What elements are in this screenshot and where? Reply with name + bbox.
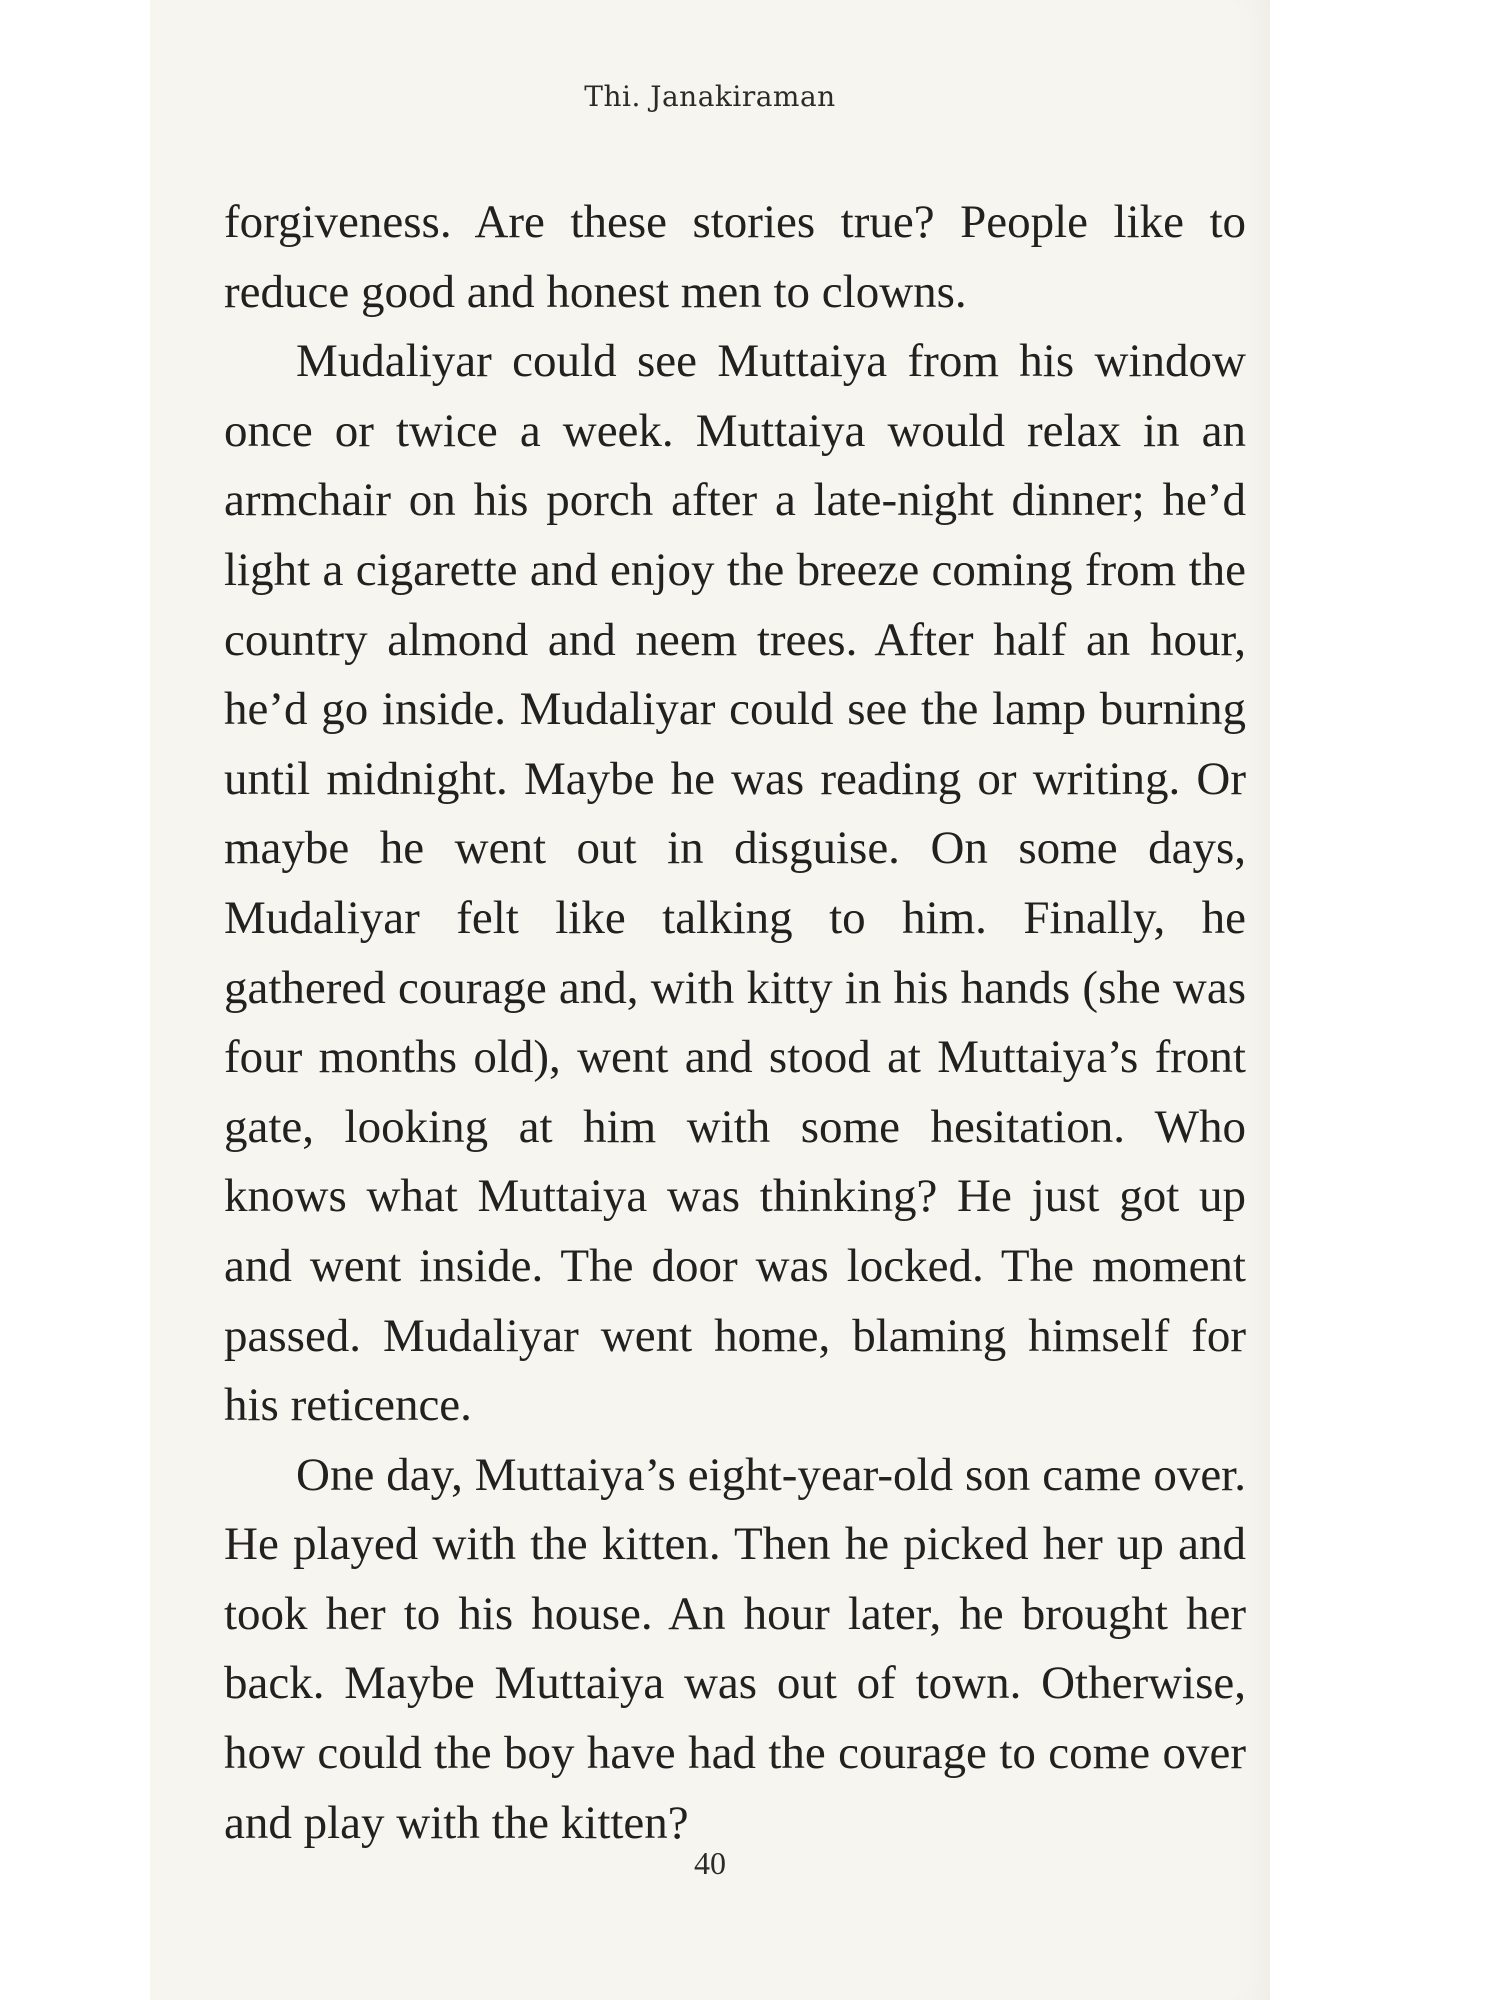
body-text xyxy=(224,188,1246,1858)
paragraph: Mudaliyar could see Muttaiya from his window once or twice a week. Muttaiya would relax in an armchair on his porch after a late-night dinner; he’d light a cigarette and enjoy the breeze coming from the country almond and neem trees. After half an hour, he’d go inside. Mudaliyar could see the lamp burning until midnight. Maybe he was reading or writing. Or maybe he went out in disguise. On some days, Mudaliyar felt like talking to him. Finally, he gathered courage and, with kitty in his hands (she was four months old), went and stood at Muttaiya’s front gate, looking at him with some hesitation. Who knows what Muttaiya was thinking? He just got up and went inside. The door was locked. The moment passed. Mudaliyar went home, blaming himself for his reticence. xyxy=(224,335,1246,1432)
paragraph-continued: forgiveness. Are these stories true? People like to reduce good and honest men to clowns. xyxy=(224,196,1246,318)
running-head: Thi. Janakiraman xyxy=(584,80,836,113)
paragraph: One day, Muttaiya’s eight-year-old son came over. He played with the kitten. Then he picked her up and took her to his house. An hour later, he brought her back. Maybe Muttaiya was out of town. Otherwise, how could the boy have had the courage to come over and play with the kitten? xyxy=(224,1448,1246,1849)
book-page xyxy=(150,0,1270,2000)
page-number: 40 xyxy=(694,1845,726,1881)
